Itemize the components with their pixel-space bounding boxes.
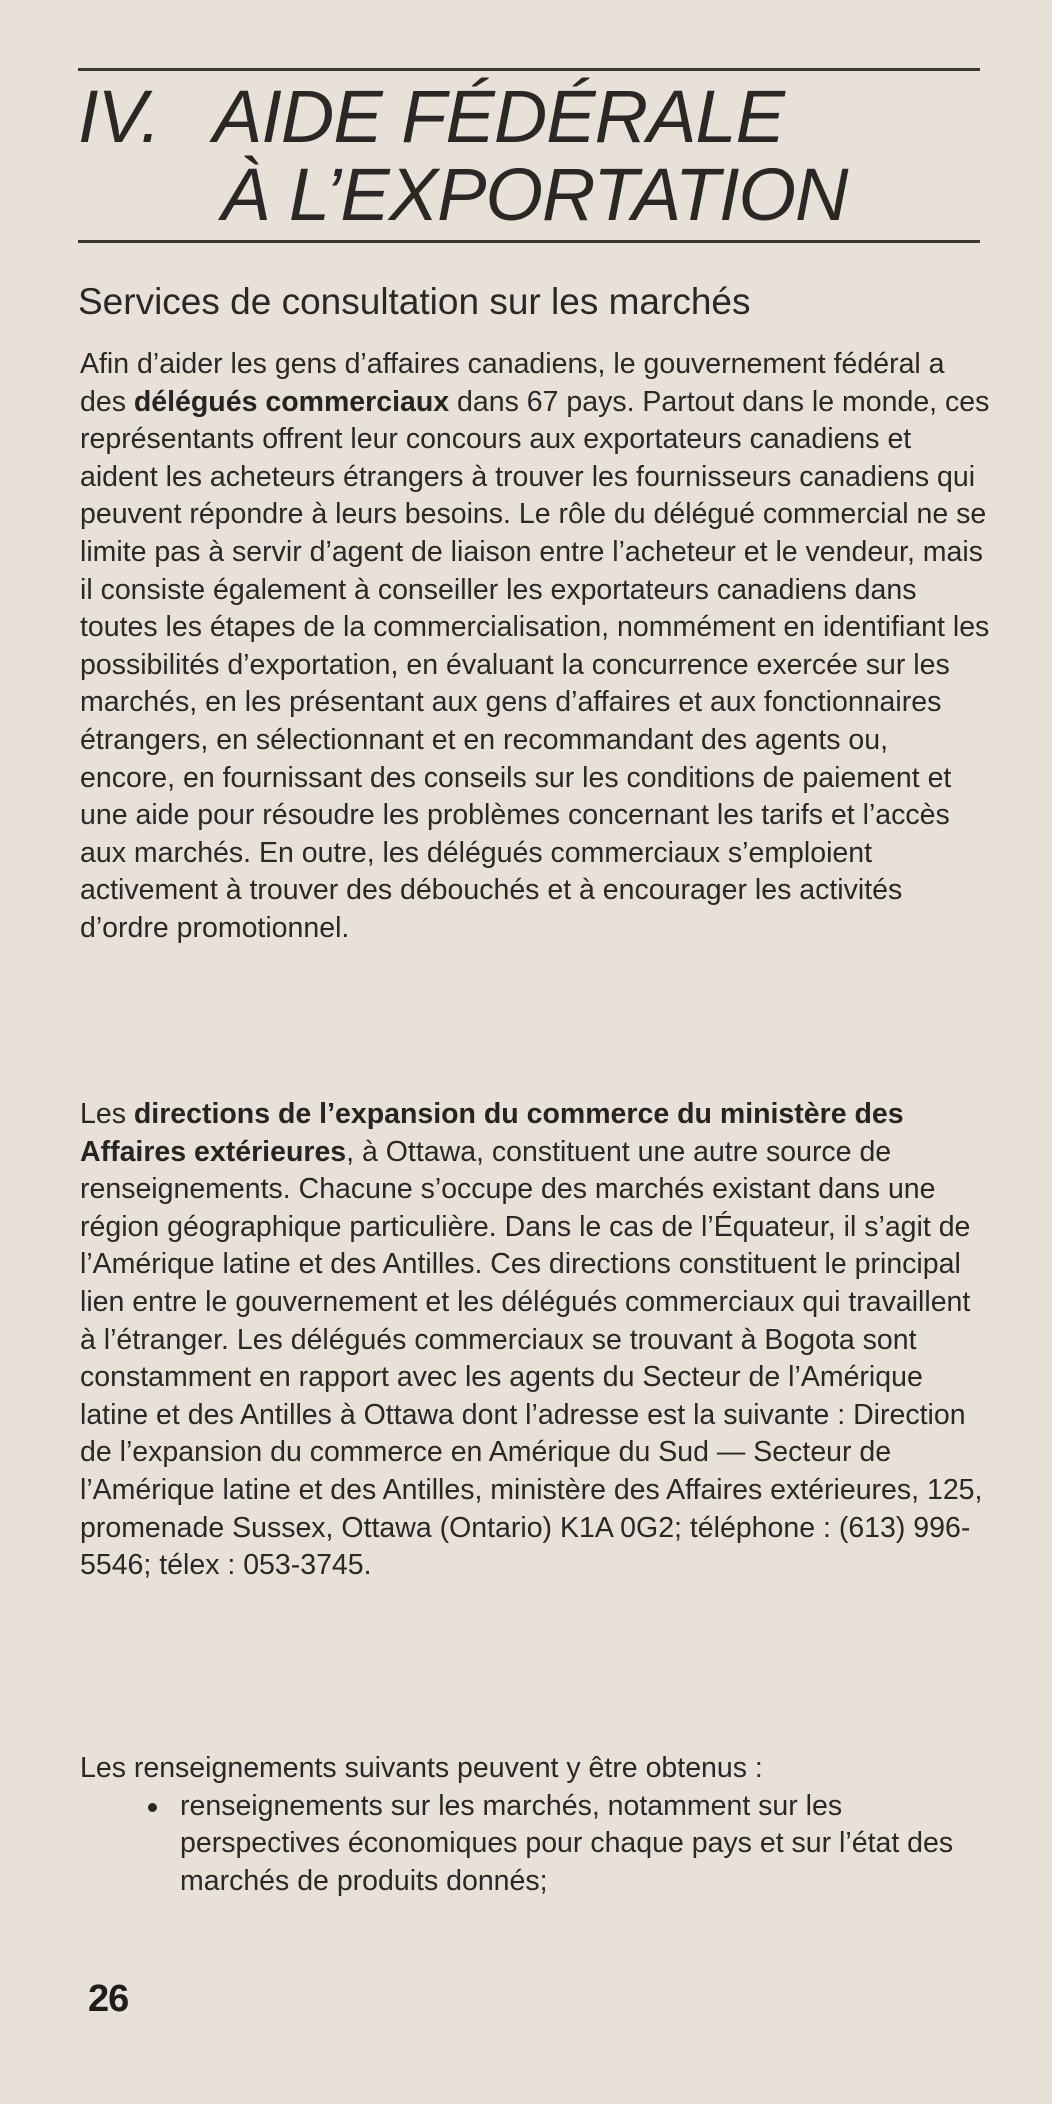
paragraph-1-rest: dans 67 pays. Partout dans le monde, ces représentants offrent leur concours aux exportateurs canadiens et aident les acheteurs étrangers à trouver les fournisseurs canadiens qui peuvent répondre à leurs besoins. Le rôle du délégué commercial ne se limite pas à servir d’agent de liaison entre l’acheteur et le vendeur, mais il consiste également à conseiller les exportateurs canadiens dans toutes les étapes de la commercialisation, nommément en identifiant les possibilités d’exportation, en évaluant la concurrence exercée sur les marchés, en les présentant aux gens d’affaires et aux fonctionnaires étrangers, en sélectionnant et en recommandant des agents ou, encore, en fournissant des conseils sur les conditions de paiement et une aide pour résoudre les problèmes concernant les tarifs et l’accès aux marchés. En outre, les délégués commerciaux s’emploient activement à trouver des débouchés et à encourager les activités d’ordre promotionnel. [80, 385, 990, 944]
paragraph-1-text [80, 346, 990, 948]
bullet-dot-icon [148, 1803, 157, 1812]
section-title: Services de consultation sur les marchés [78, 281, 751, 322]
paragraph-2-rest: , à Ottawa, constituent une autre source de renseignements. Chacune s’occupe des marchés existant dans une région géographique particulière. Dans le cas de l’Équateur, il s’agit de l’Amérique latine et des Antilles. Ces directions constituent le principal lien entre le gouvernement et les délégués commerciaux qui travaillent à l’étranger. Les délégués commerciaux se trouvant à Bogota sont constamment en rapport avec les agents du Secteur de l’Amérique latine et des Antilles à Ottawa dont l’adresse est la suivante : Direction de l’expansion du commerce en Amérique du Sud — Secteur de l’Amérique latine et des Antilles, ministère des Affaires extérieures, 125, promenade Sussex, Ottawa (Ontario) K1A 0G2; téléphone : (613) 996-5546; télex : 053-3745. [80, 1135, 983, 1582]
paragraph-2-lead: Les [80, 1098, 134, 1130]
page-number: 26 [88, 1978, 129, 2020]
bottom-rule [78, 240, 980, 243]
chapter-title-line2: À L’EXPORTATION [221, 153, 848, 236]
paragraph-3-intro: Les renseignements suivants peuvent y être obtenus : [80, 1752, 763, 1784]
bullet-item-text: renseignements sur les marchés, notamment sur les perspectives économiques pour chaque pays et sur l’état des marchés de produits donnés; [180, 1789, 954, 1897]
chapter-number: IV. [78, 75, 160, 158]
paragraph-2-text [80, 1096, 990, 1585]
chapter-title-line1: AIDE FÉDÉRALE [213, 75, 784, 158]
paragraph-1-lead: Afin d’aider les gens d’affaires canadiens, le gouvernement fédéral a des [80, 348, 945, 418]
paragraph-trade-directions [80, 1096, 990, 1585]
info-bullet-list [80, 1788, 990, 1901]
top-rule [78, 68, 980, 71]
bullet-item [80, 1788, 990, 1901]
paragraph-trade-commissioners [80, 346, 990, 948]
paragraph-1-bold-term: délégués commerciaux [133, 385, 450, 418]
paragraph-2-bold-term: directions de l’expansion du commerce du ministère des Affaires extérieures [80, 1098, 904, 1168]
paragraph-available-information [80, 1750, 990, 1900]
